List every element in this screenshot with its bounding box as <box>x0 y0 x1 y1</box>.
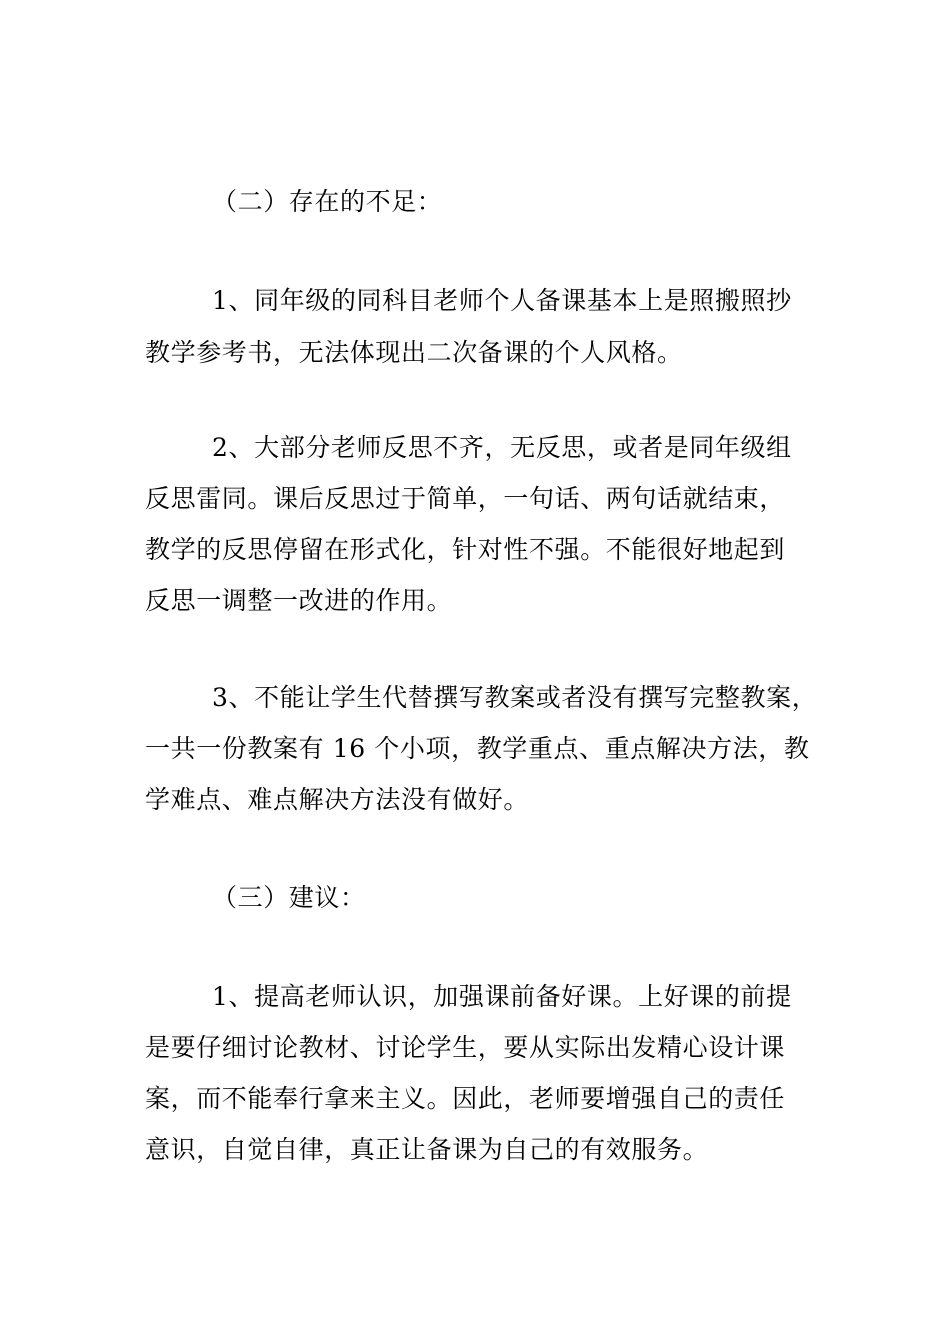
paragraph-line: 3、不能让学生代替撰写教案或者没有撰写完整教案， <box>212 683 818 712</box>
paragraph-line: 教学参考书，无法体现出二次备课的个人风格。 <box>145 338 683 367</box>
paragraph-line: 1、提高老师认识，加强课前备好课。上好课的前提 <box>212 982 792 1011</box>
section-heading-deficiencies: （二）存在的不足： <box>212 187 443 216</box>
paragraph-line: 反思一调整一改进的作用。 <box>145 586 453 615</box>
paragraph-line: 是要仔细讨论教材、讨论学生，要从实际出发精心设计课 <box>145 1033 786 1062</box>
paragraph-line: 案，而不能奉行拿来主义。因此，老师要增强自己的责任 <box>145 1084 786 1113</box>
paragraph-line: 教学的反思停留在形式化，针对性不强。不能很好地起到 <box>145 535 786 564</box>
paragraph-line: 1、同年级的同科目老师个人备课基本上是照搬照抄 <box>212 286 792 315</box>
paragraph-line: 意识，自觉自律，真正让备课为自己的有效服务。 <box>145 1135 709 1164</box>
section-heading-suggestions: （三）建议： <box>212 883 366 912</box>
paragraph-line: 2、大部分老师反思不齐，无反思，或者是同年级组 <box>212 433 792 462</box>
paragraph-line: 一共一份教案有 16 个小项，教学重点、重点解决方法，教 <box>145 734 810 763</box>
paragraph-line: 学难点、难点解决方法没有做好。 <box>145 785 530 814</box>
paragraph-line: 反思雷同。课后反思过于简单，一句话、两句话就结束， <box>145 484 786 513</box>
